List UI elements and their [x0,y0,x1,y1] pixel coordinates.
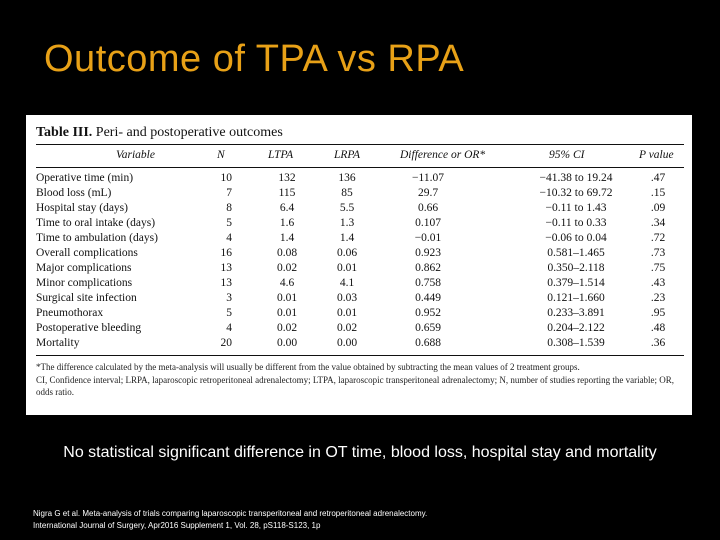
cell-ltpa: 4.6 [279,277,295,289]
cell-diff: −11.07 [412,172,444,184]
cell-ci: 0.233–3.891 [547,307,605,319]
slide-title: Outcome of TPA vs RPA [44,38,465,80]
header-ltpa: LTPA [268,149,294,161]
cell-n: 5 [226,217,232,229]
cell-n: 13 [220,262,232,274]
cell-ltpa: 6.4 [279,202,295,214]
bottom-rule [36,355,684,356]
cell-variable: Time to oral intake (days) [36,217,156,229]
cell-p: .75 [650,262,666,274]
cell-ci: 0.581–1.465 [547,247,605,259]
cell-lrpa: 4.1 [339,277,355,289]
cell-p: .72 [650,232,666,244]
cell-diff: 0.758 [415,277,441,289]
top-rule [36,144,684,145]
table-row [26,277,692,292]
table-row [26,292,692,307]
cell-diff: 0.659 [415,322,441,334]
cell-diff: −0.01 [414,232,442,244]
table-row [26,247,692,262]
header-ci: 95% CI [549,149,585,161]
header-rule [36,167,684,168]
citation-line-1: Nigra G et al. Meta-analysis of trials comparing laparoscopic transperitoneal and retroperitoneal adrenalectomy. [33,509,428,518]
conclusion-text: No statistical significant difference in OT time, blood loss, hospital stay and mortality [63,444,657,461]
table-row [26,202,692,217]
citation-line-2: International Journal of Surgery, Apr2016 Supplement 1, Vol. 28, pS118-S123, 1p [33,521,321,530]
table-row [26,262,692,277]
table-label: Table III. [36,125,93,140]
cell-p: .34 [650,217,666,229]
cell-ci: −41.38 to 19.24 [539,172,613,184]
cell-ci: 0.379–1.514 [547,277,605,289]
cell-ci: −0.11 to 0.33 [545,217,607,229]
cell-lrpa: 0.06 [336,247,358,259]
citation [33,508,427,532]
cell-diff: 29.7 [417,187,439,199]
cell-n: 16 [220,247,232,259]
cell-ci: 0.121–1.660 [547,292,605,304]
cell-lrpa: 0.01 [336,262,358,274]
cell-p: .47 [650,172,666,184]
cell-lrpa: 0.03 [336,292,358,304]
cell-p: .95 [650,307,666,319]
cell-ltpa: 0.00 [276,337,298,349]
cell-lrpa: 1.4 [339,232,355,244]
cell-diff: 0.688 [415,337,441,349]
cell-p: .48 [650,322,666,334]
cell-ci: 0.204–2.122 [547,322,605,334]
outcomes-table [26,115,692,415]
cell-variable: Time to ambulation (days) [36,232,158,244]
cell-n: 5 [226,307,232,319]
cell-n: 13 [220,277,232,289]
table-row [26,337,692,352]
cell-lrpa: 0.01 [336,307,358,319]
cell-ci: −0.11 to 1.43 [545,202,607,214]
cell-diff: 0.449 [415,292,441,304]
cell-lrpa: 0.00 [336,337,358,349]
table-row [26,322,692,337]
header-n: N [217,149,225,161]
cell-ci: −0.06 to 0.04 [545,232,607,244]
cell-ltpa: 0.01 [276,292,298,304]
cell-variable: Major complications [36,262,132,274]
cell-lrpa: 5.5 [339,202,355,214]
cell-variable: Overall complications [36,247,138,259]
cell-ltpa: 115 [278,187,296,199]
cell-p: .09 [650,202,666,214]
cell-ltpa: 0.02 [276,262,298,274]
cell-variable: Minor complications [36,277,133,289]
cell-ci: −10.32 to 69.72 [539,187,613,199]
header-diff: Difference or OR* [400,149,486,161]
cell-ltpa: 1.4 [279,232,295,244]
cell-variable: Operative time (min) [36,172,134,184]
header-p: P value [639,149,674,161]
footnote-abbreviations: CI, Confidence interval; LRPA, laparoscopic retroperitoneal adrenalectomy; LTPA, laparoscopic transperitoneal adrenalectomy; N, number of studies reporting the variable; OR, odds ratio. [36,374,675,397]
cell-diff: 0.952 [415,307,441,319]
cell-n: 7 [226,187,232,199]
cell-p: .43 [650,277,666,289]
cell-ci: 0.308–1.539 [547,337,605,349]
header-lrpa: LRPA [334,149,360,161]
cell-variable: Postoperative bleeding [36,322,142,334]
cell-diff: 0.862 [415,262,441,274]
table-row [26,187,692,202]
cell-lrpa: 85 [341,187,353,199]
table-caption [36,125,283,141]
cell-ltpa: 0.08 [276,247,298,259]
cell-lrpa: 1.3 [339,217,355,229]
cell-n: 3 [226,292,232,304]
cell-variable: Mortality [36,337,80,349]
cell-ltpa: 0.02 [276,322,298,334]
cell-ltpa: 0.01 [276,307,298,319]
cell-n: 20 [220,337,232,349]
cell-p: .23 [650,292,666,304]
cell-diff: 0.107 [415,217,441,229]
cell-variable: Pneumothorax [36,307,104,319]
cell-n: 10 [220,172,232,184]
cell-n: 4 [226,322,232,334]
cell-n: 4 [226,232,232,244]
header-variable: Variable [116,149,155,161]
table-row [26,172,692,187]
cell-variable: Surgical site infection [36,292,137,304]
table-footnote [36,361,681,399]
cell-variable: Hospital stay (days) [36,202,128,214]
cell-p: .36 [650,337,666,349]
cell-variable: Blood loss (mL) [36,187,112,199]
cell-n: 8 [226,202,232,214]
table-row [26,232,692,247]
cell-lrpa: 136 [338,172,356,184]
cell-diff: 0.923 [415,247,441,259]
table-caption-text: Peri- and postoperative outcomes [95,125,283,140]
cell-ltpa: 1.6 [279,217,295,229]
cell-ltpa: 132 [278,172,296,184]
cell-lrpa: 0.02 [336,322,358,334]
cell-p: .15 [650,187,666,199]
cell-p: .73 [650,247,666,259]
cell-ci: 0.350–2.118 [547,262,605,274]
footnote-difference: *The difference calculated by the meta-analysis will usually be different from the value obtained by subtracting the mean values of 2 treatment groups. [36,362,580,372]
table-row [26,217,692,232]
table-row [26,307,692,322]
cell-diff: 0.66 [417,202,439,214]
